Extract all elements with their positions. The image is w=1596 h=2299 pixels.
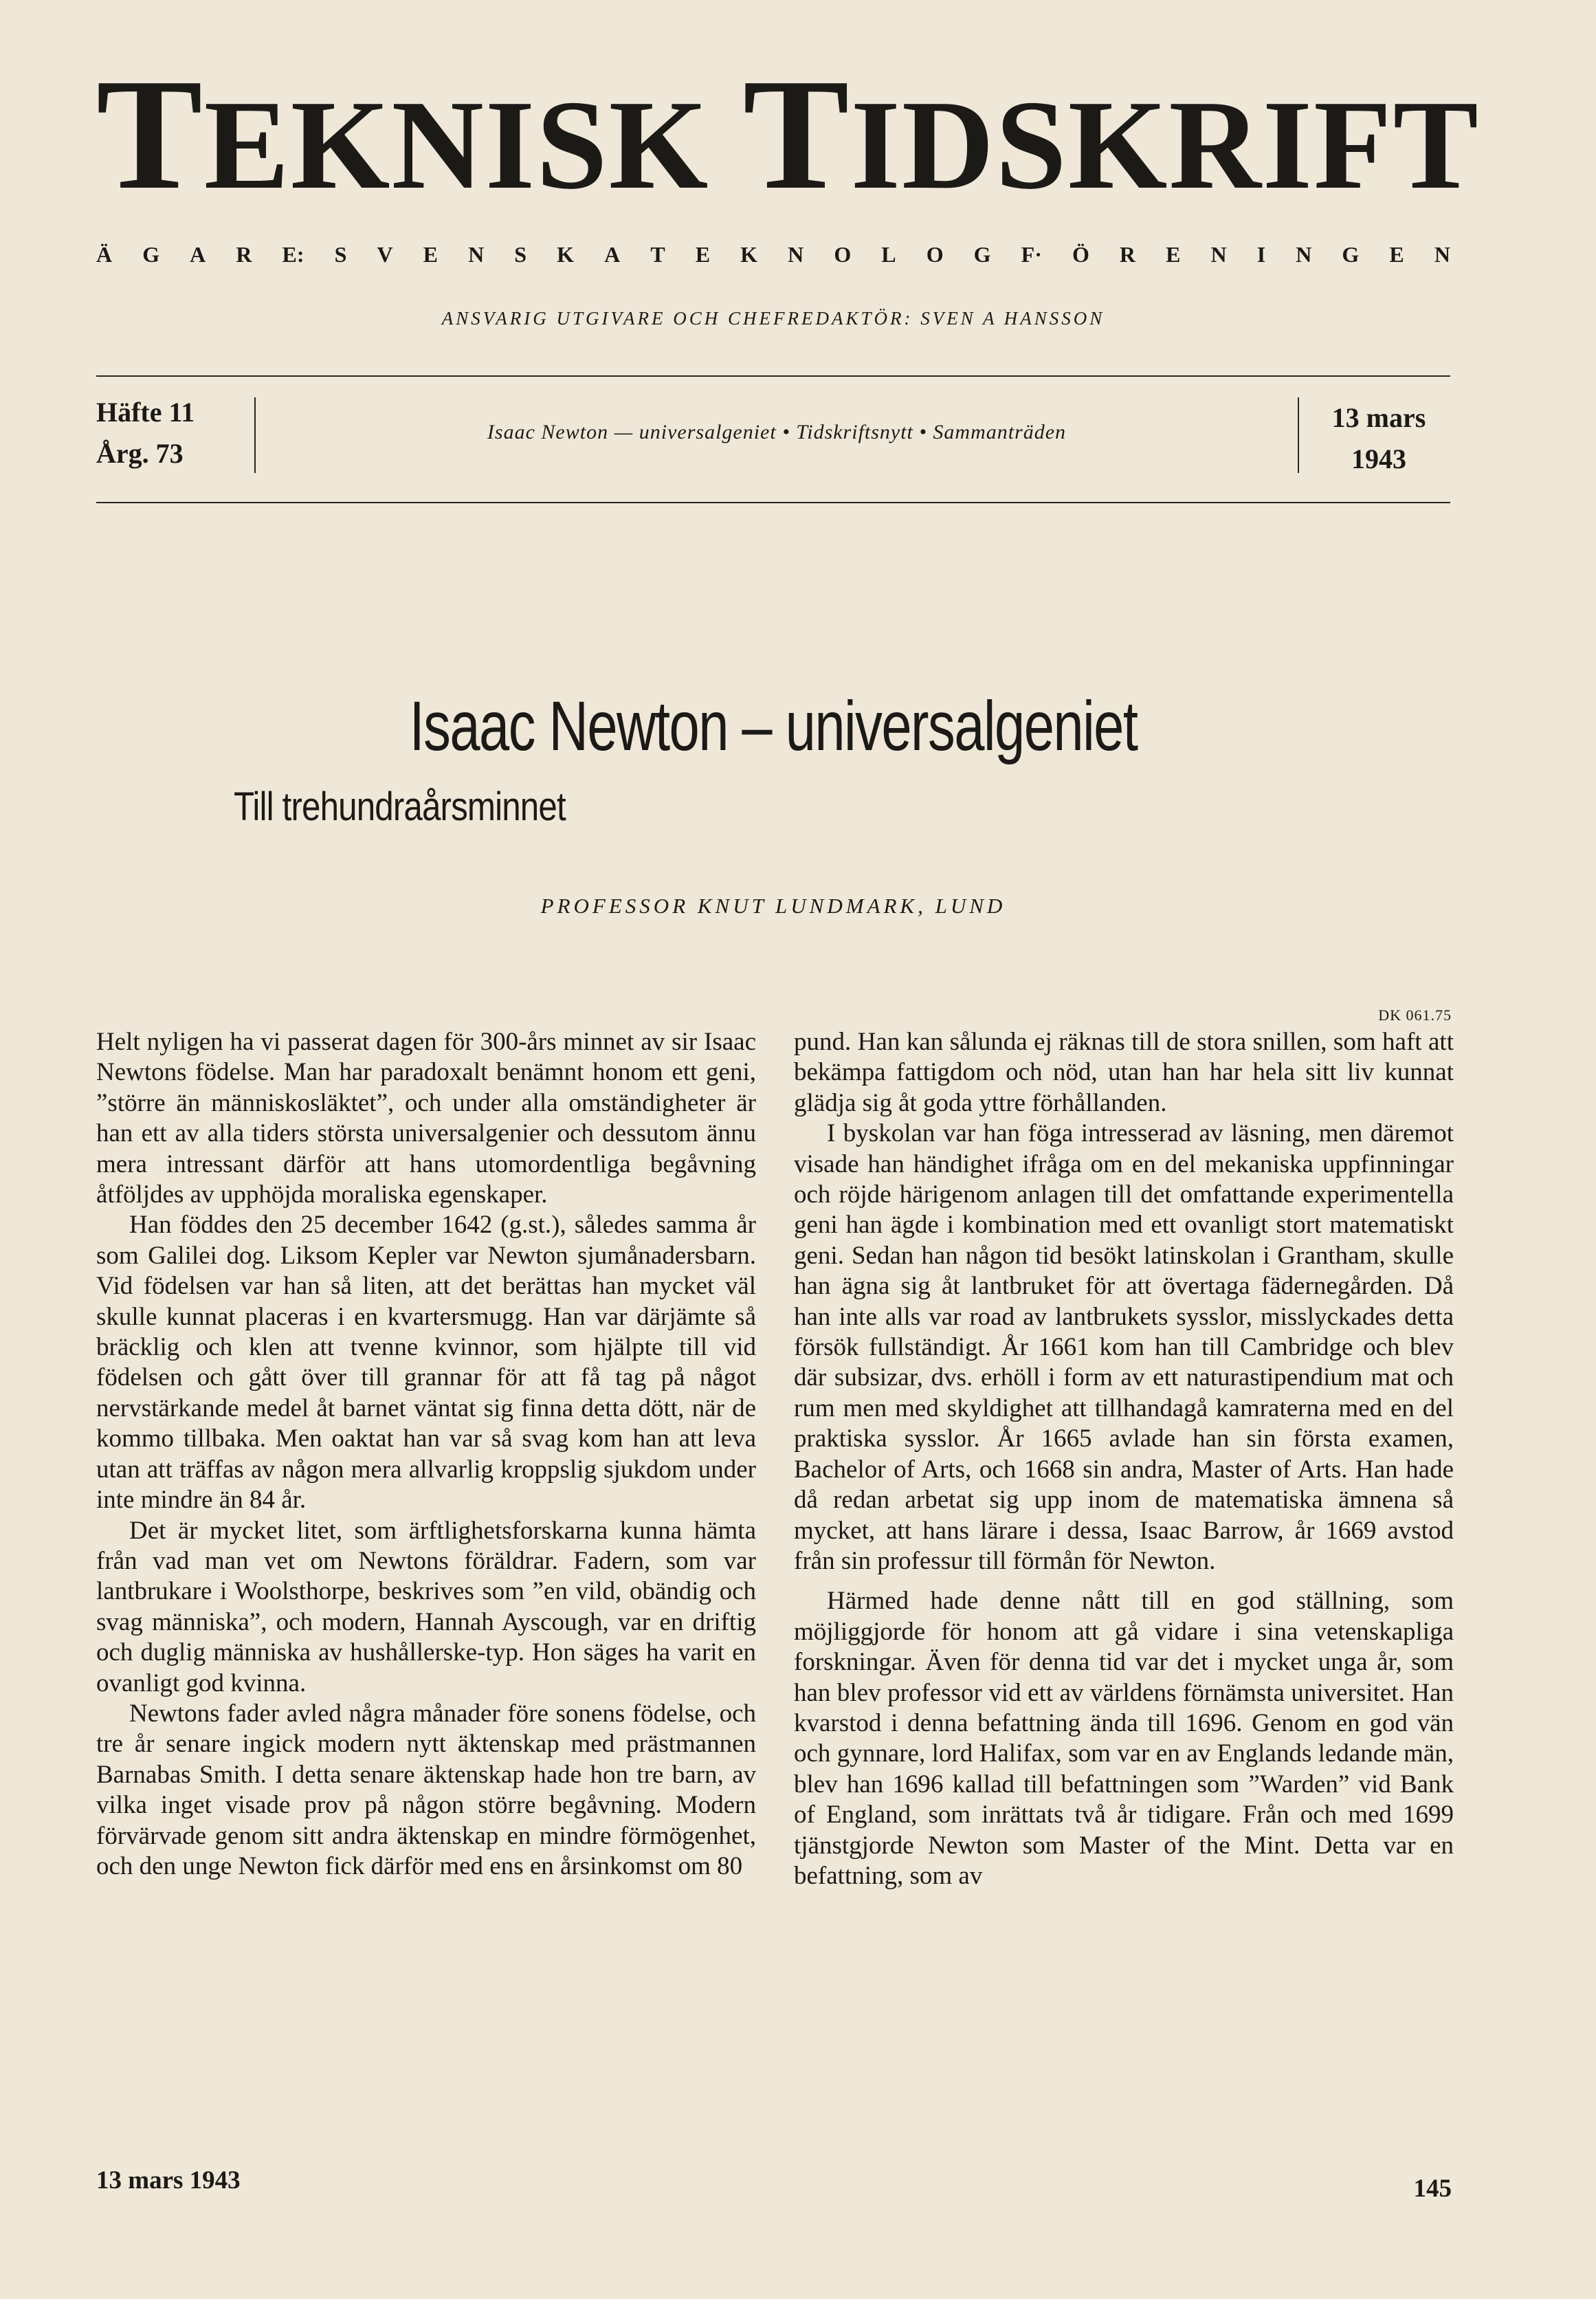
issue-divider-right bbox=[1298, 397, 1299, 473]
owner-letter: G bbox=[1342, 242, 1360, 267]
paragraph: Härmed hade denne nått till en god ställning, som möjliggjorde för honom att gå vidare i sina vetenskapliga forskningar. Även för denna tid var det i mycket unga år, som han blev professor vid ett av världens förnämsta universitet. Han kvarstod i denna befattning ända till 1696. Genom en god vän och gynnare, lord Halifax, som var en av Englands ledande män, blev han 1696 kallad till befattningen som ”Warden” vid Bank of England, som inrättats två år tidigare. Från och med 1699 tjänstgjorde Newton som Master of the Mint. Detta var en befattning, som av bbox=[794, 1587, 1454, 1890]
issue-label: Häfte 11 bbox=[96, 397, 195, 428]
owner-letter: O bbox=[926, 242, 944, 267]
owner-letter: A bbox=[604, 242, 621, 267]
owner-letter: A bbox=[190, 242, 206, 267]
article-author: PROFESSOR KNUT LUNDMARK, LUND bbox=[540, 894, 1006, 918]
top-rule bbox=[96, 375, 1450, 377]
paragraph: Helt nyligen ha vi passerat dagen för 300-års minnet av sir Isaac Newtons födelse. Man har paradoxalt benämnt honom ett geni, ”större än människosläktet”, och under alla omständigheter är han ett av alla tiders största universalgenier och dessutom ännu mera intressant därför att hans utomordentliga begåvning åtföljdes av upphöjda moraliska egenskaper. bbox=[96, 1028, 756, 1209]
owner-letter: E: bbox=[282, 242, 304, 267]
owner-line bbox=[96, 242, 1450, 267]
owner-letter: K bbox=[740, 242, 758, 267]
issue-divider-left bbox=[254, 397, 256, 473]
issue-contents: Isaac Newton — universalgeniet • Tidskriftsnytt • Sammanträden bbox=[487, 421, 1067, 443]
right-column bbox=[794, 1027, 1454, 1891]
masthead-cap-2: T bbox=[742, 46, 851, 223]
article-title: Isaac Newton – universalgeniet bbox=[409, 687, 1138, 765]
masthead-cap-1: T bbox=[96, 46, 204, 223]
owner-letter: F· bbox=[1021, 242, 1042, 267]
owner-letter: N bbox=[1434, 242, 1450, 267]
editor-line: ANSVARIG UTGIVARE OCH CHEFREDAKTÖR: SVEN A HANSSON bbox=[441, 308, 1105, 329]
owner-letter: Ö bbox=[1072, 242, 1089, 267]
masthead-word-2: IDSKRIFT bbox=[850, 74, 1480, 216]
owner-letter: E bbox=[1166, 242, 1181, 267]
owner-letter: R bbox=[236, 242, 252, 267]
owner-letter: O bbox=[834, 242, 852, 267]
owner-letter: R bbox=[1119, 242, 1136, 267]
bottom-rule bbox=[96, 502, 1450, 503]
owner-letter: N bbox=[468, 242, 485, 267]
paragraph: Newtons fader avled några månader före sonens födelse, och tre år senare ingick modern nytt äktenskap med prästmannen Barnabas Smith. I detta senare äktenskap hade hon tre barn, av vilka inget visade prov på någon större begåvning. Modern förvärvade genom sitt andra äktenskap en mindre förmögenhet, och den unge Newton fick därför med ens en årsinkomst om 80 bbox=[96, 1699, 756, 1880]
masthead-word-1: EKNISK bbox=[203, 74, 710, 216]
owner-letter: E bbox=[695, 242, 711, 267]
owner-letter: N bbox=[1210, 242, 1227, 267]
owner-letter: K bbox=[557, 242, 575, 267]
issue-number-block bbox=[96, 392, 254, 474]
owner-letter: N bbox=[788, 242, 804, 267]
owner-letter: V bbox=[377, 242, 393, 267]
owner-letter: N bbox=[1296, 242, 1312, 267]
owner-letter: T bbox=[650, 242, 665, 267]
owner-letter: L bbox=[881, 242, 896, 267]
owner-letter: Ä bbox=[96, 242, 113, 267]
masthead-title bbox=[96, 46, 1480, 223]
owner-letter: S bbox=[514, 242, 527, 267]
owner-letter: G bbox=[142, 242, 160, 267]
article-subtitle: Till trehundraårsminnet bbox=[234, 784, 566, 829]
paragraph: Han föddes den 25 december 1642 (g.st.), således samma år som Galilei dog. Liksom Kepler var Newton sjumånadersbarn. Vid födelsen var han så liten, att det berättas han mycket väl skulle kunnat placeras i en kvartersmugg. Han var därjämte så bräcklig och klen att tvenne kvinnor, som hjälpte till vid födelsen och gått över till grannar för att få tag på något nervstärkande medel åt barnet väntat sig finna detta dött, när de kommo tillbaka. Men oaktat han var så svag kom han att leva utan att träffas av någon mera allvarlig kroppslig sjukdom under inte mindre än 84 år. bbox=[96, 1211, 756, 1515]
issue-date-day: 13 mars bbox=[1331, 402, 1426, 433]
paragraph: Det är mycket litet, som ärftlighetsforskarna kunna hämta från vad man vet om Newtons föräldrar. Fadern, som var lantbrukare i Woolsthorpe, beskrives som ”en vild, obändig och svag människa”, och modern, Hannah Ayscough, var en driftig och duglig människa av hushållerske-typ. Hon säges ha varit en ovanligt god kvinna. bbox=[96, 1516, 756, 1697]
dk-classification: DK 061.75 bbox=[1378, 1006, 1452, 1024]
paragraph: I byskolan var han föga intresserad av läsning, men däremot visade han händighet ifråga om en del mekaniska uppfinningar och röjde härigenom anlagen till det omfattande experimentella geni han ägde i kombination med ett ovanligt stort matematiskt geni. Sedan han någon tid besökt latinskolan i Grantham, skulle han ägna sig åt lantbruket för att övertaga fädernegården. Då han inte alls var road av lantbrukets sysslor, misslyckades detta försök fullständigt. År 1661 kom han till Cambridge och blev där subsizar, dvs. erhöll i form av ett naturastipendium mat och rum men med skyldighet att tillhandagå kamraterna med en del praktiska sysslor. År 1665 avlade han sin första examen, Bachelor of Arts, och 1668 sin andra, Master of Arts. Han hade då redan arbetat sig upp inom de matematiska ämnena så mycket, att hans lärare i dessa, Isaac Barrow, år 1669 avstod från sin professur till förmån för Newton. bbox=[794, 1119, 1454, 1575]
left-column bbox=[96, 1027, 756, 1882]
footer-date: 13 mars 1943 bbox=[96, 2166, 241, 2194]
issue-date-year: 1943 bbox=[1351, 443, 1406, 474]
year-label: Årg. 73 bbox=[96, 438, 184, 469]
owner-letter: E bbox=[423, 242, 439, 267]
owner-letter: G bbox=[973, 242, 991, 267]
owner-letter: S bbox=[334, 242, 347, 267]
issue-date-block bbox=[1306, 397, 1452, 480]
paragraph: pund. Han kan sålunda ej räknas till de stora snillen, som haft att bekämpa fattigdom och nöd, utan han har hela sitt liv kunnat glädja sig åt goda yttre förhållanden. bbox=[794, 1028, 1454, 1117]
owner-letter: E bbox=[1389, 242, 1404, 267]
owner-letter: I bbox=[1256, 242, 1266, 267]
page-number: 145 bbox=[1413, 2175, 1452, 2203]
